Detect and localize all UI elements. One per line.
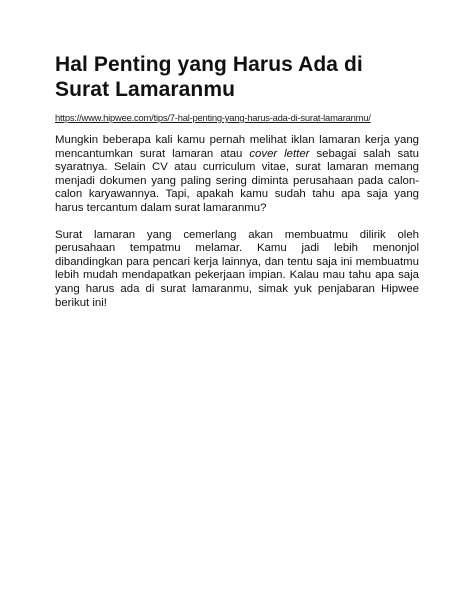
page-title: Hal Penting yang Harus Ada di Surat Lamaranmu [55,53,363,101]
cover-letter-italic: cover letter [249,147,310,160]
intro-text-part-2: sebagai salah satu syaratnya. Selain CV atau curriculum vitae, surat lamaran memang menjadi dokumen yang paling sering diminta perusahaan pada calon-calon karyawannya. Tapi, apakah kamu sudah tahu apa saja yang harus tercantum dalam surat lamaranmu? [55,147,420,214]
source-link[interactable]: https://www.hipwee.com/tips/7-hal-penting-yang-harus-ada-di-surat-lamaranmu/ [55,112,371,123]
body-paragraph: Surat lamaran yang cemerlang akan membuatmu dilirik oleh perusahaan tempatmu melamar. Kamu jadi lebih menonjol dibandingkan para pencari kerja lainnya, dan tentu saja ini membuatmu lebih mudah mendapatkan pekerjaan impian. Kalau mau tahu apa saja yang harus ada di surat lamaranmu, simak yuk penjabaran Hipwee berikut ini! [55,228,419,309]
intro-paragraph [55,134,419,216]
document-content [55,52,419,310]
intro-text-part-1: Mungkin beberapa kali kamu pernah melihat iklan lamaran kerja yang mencantumkan surat lamaran atau [55,134,419,160]
